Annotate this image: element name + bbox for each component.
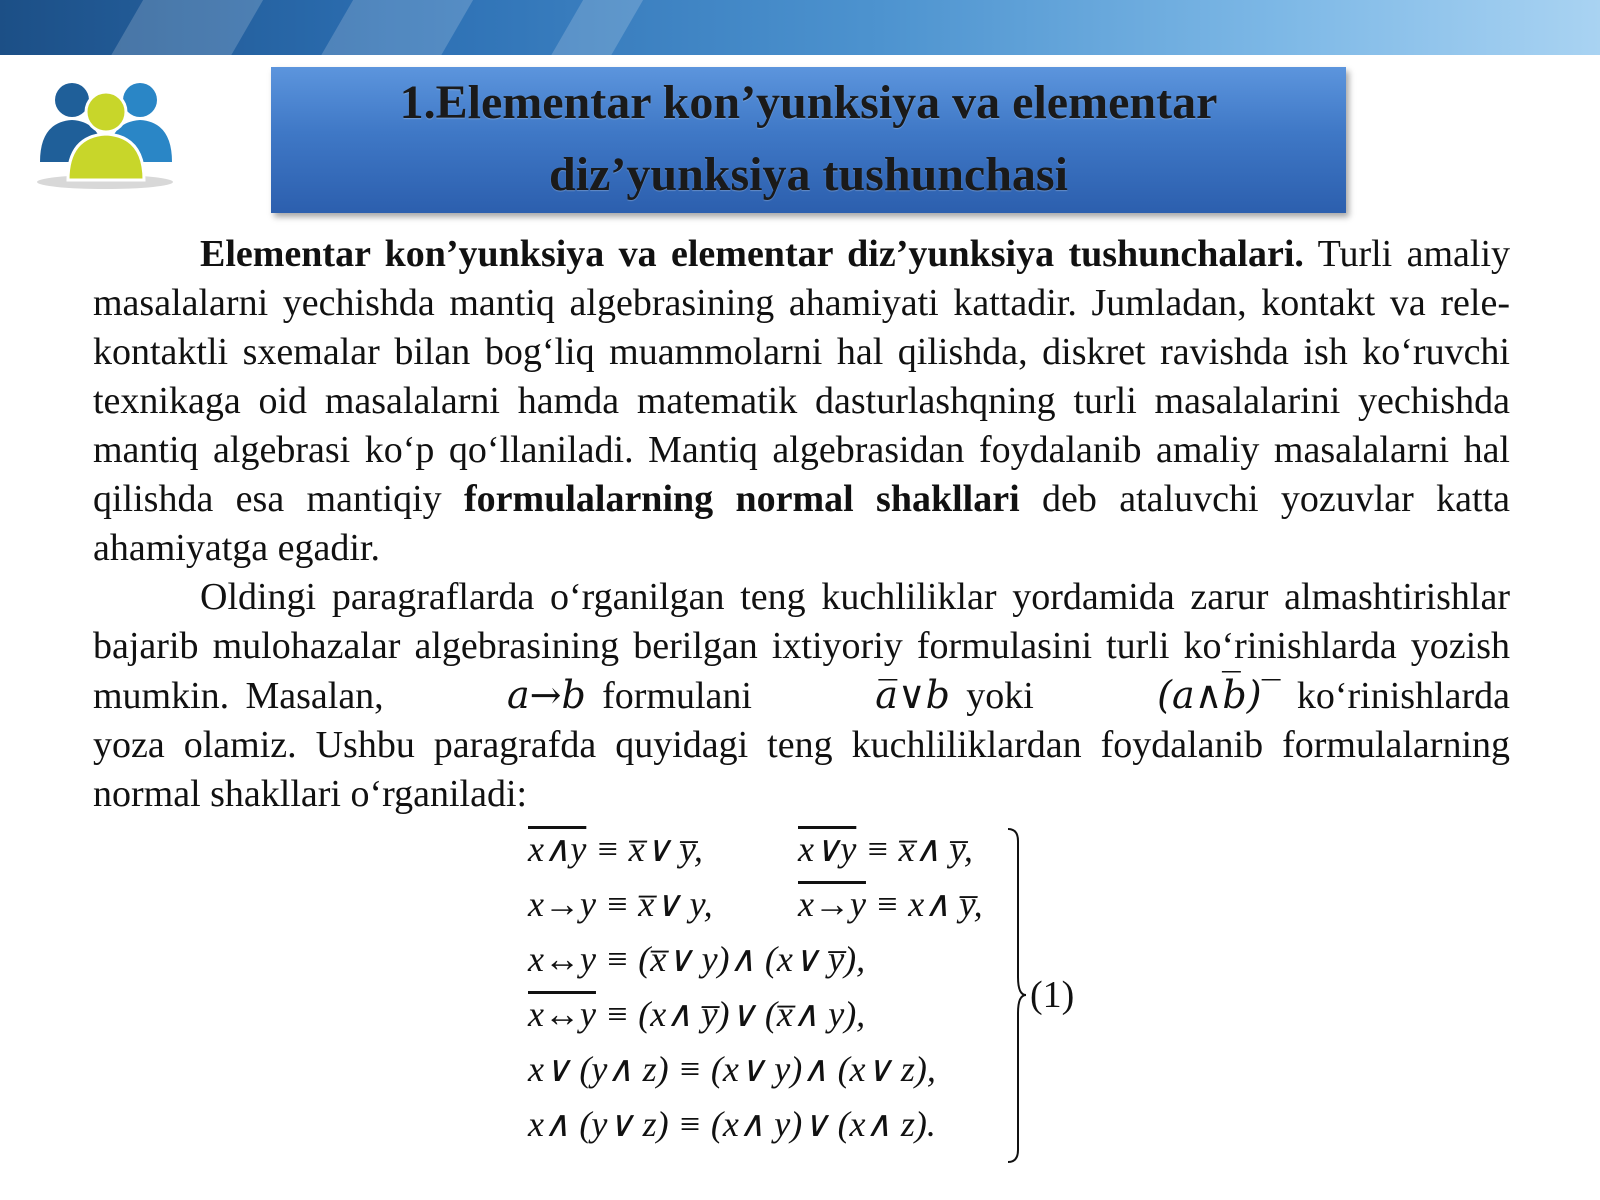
equation-overlined-term: x∨y [798, 829, 857, 869]
title-line-1: 1.Elementar kon’yunksiya va elementar [399, 76, 1218, 129]
equation-overlined-term: x↔y [528, 994, 596, 1034]
body-text [93, 230, 1510, 819]
inline-formula-implication: a→b [506, 673, 586, 717]
paragraph-1-text-b: deb ataluvchi yozuvlar katta ahamiyatga egadir. [93, 478, 1511, 569]
top-banner [0, 0, 1600, 55]
paragraph-2-text-c: yoki [950, 675, 1051, 717]
equation-text: ≡ x̅∨ y̅, [586, 829, 703, 869]
banner-streak [80, 0, 281, 55]
right-brace [1006, 827, 1026, 1164]
paragraph-2-text-a: Oldingi paragraflarda o‘rganilgan teng kuchliliklar yordamida zarur almashtirishlar bajarib mulohazalar algebrasining berilgan ixtiyoriy formulasini turli ko‘rinishlarda yozish mumkin. Masalan, [93, 576, 1510, 717]
equation-text: x↔y ≡ (x̅∨ y)∧ (x∨ y̅), [528, 939, 866, 979]
paragraph-1 [93, 230, 1510, 573]
equation-text: ≡ x∧ y̅, [865, 884, 983, 924]
banner-streak [520, 0, 661, 55]
equation-overlined-term: x→y [798, 884, 866, 924]
equation-text: x∧ (y∨ z) ≡ (x∧ y)∨ (x∧ z). [528, 1104, 936, 1144]
slide-title [271, 67, 1346, 213]
equation-label: (1) [1030, 974, 1075, 1016]
users-group-icon [28, 70, 183, 190]
equation-text: ≡ (x∧ y̅)∨ (x̅∧ y), [595, 994, 866, 1034]
paragraph-1-bold-lead: Elementar kon’yunksiya va elementar diz’yunksiya tushunchalari. [200, 233, 1304, 275]
paragraph-2-text-b: formulani [585, 675, 769, 717]
equation-text: ≡ x̅∧ y̅, [856, 829, 973, 869]
inline-formula-negated-conjunction: (a∧b̅)‾ [1157, 673, 1281, 717]
equation-overlined-term: x∧y [528, 829, 587, 869]
inline-formula-disjunction: a̅∨b [875, 673, 950, 717]
equation-text: x∨ (y∧ z) ≡ (x∨ y)∧ (x∨ z), [528, 1049, 936, 1089]
equation-text: x→y ≡ x̅∨ y, [528, 884, 713, 924]
paragraph-2 [93, 573, 1510, 819]
paragraph-1-bold-term: formulalarning normal shakllari [464, 478, 1020, 520]
title-line-2: diz’yunksiya tushunchasi [549, 148, 1068, 201]
banner-streak [290, 0, 491, 55]
paragraph-1-text-a: Turli amaliy masalalarni yechishda mantiq algebrasining ahamiyati kattadir. Jumladan, kontakt va rele-kontaktli sxemalar bilan bog‘liq muammolarni hal qilishda, diskret ravishda ish ko‘ruvchi texnikaga oid masalalarni hamda matematik dasturlashqning turli masalalarini yechishda mantiq algebrasi ko‘p qo‘llaniladi. Mantiq algebrasidan foydalanib amaliy masalalarni hal qilishda esa mantiqiy [93, 233, 1511, 520]
paragraph-2-text-d: ko‘rinishlarda yoza olamiz. Ushbu paragrafda quyidagi teng kuchliliklardan foydalanib formulalarning normal shakllari o‘rganiladi: [93, 675, 1511, 815]
